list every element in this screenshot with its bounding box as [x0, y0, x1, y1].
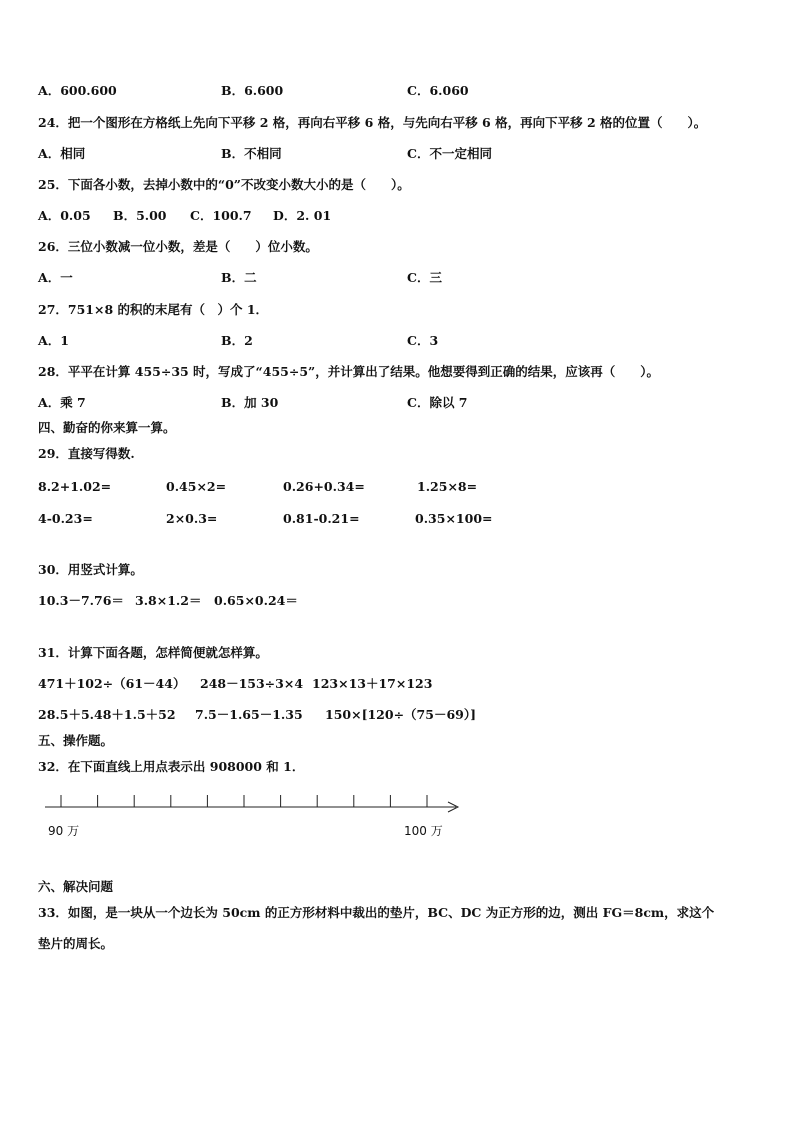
- number-line: [40, 790, 470, 822]
- q25-option-a: A．0.05: [38, 208, 91, 223]
- q29-item: 2×0.3=: [166, 511, 218, 526]
- number-line-ticks: [61, 795, 427, 807]
- q28-question: 28．平平在计算 455÷35 时，写成了“455÷5”，并计算出了结果。他想要得到正确的结果，应该再（ ）。: [38, 364, 659, 379]
- q31-item: 471＋102÷（61－44）: [38, 676, 186, 691]
- q26-option-a: A．一: [38, 270, 73, 285]
- q27-option-a: A．1: [38, 333, 69, 348]
- q25-option-b: B．5.00: [113, 208, 167, 223]
- q31-item: 7.5－1.65－1.35: [195, 707, 303, 722]
- q24-option-a: A．相同: [38, 146, 86, 161]
- section-6-heading: 六、解决问题: [38, 879, 114, 894]
- q29-item: 0.81-0.21=: [283, 511, 360, 526]
- q30-item: 10.3－7.76＝: [38, 593, 124, 608]
- section-5-heading: 五、操作题。: [38, 733, 114, 748]
- q29-item: 8.2+1.02=: [38, 479, 112, 494]
- q29-item: 0.45×2=: [166, 479, 227, 494]
- q31-question: 31．计算下面各题，怎样简便就怎样算。: [38, 645, 268, 660]
- q24-option-b: B．不相同: [221, 146, 282, 161]
- q29-item: 1.25×8=: [417, 479, 478, 494]
- q24-question: 24．把一个图形在方格纸上先向下平移 2 格，再向右平移 6 格，与先向右平移 6 格，再向下平移 2 格的位置（ ）。: [38, 115, 707, 130]
- q25-option-c: C．100.7: [190, 208, 252, 223]
- q29-item: 4-0.23=: [38, 511, 93, 526]
- q26-option-b: B．二: [221, 270, 257, 285]
- q29-item: 0.35×100=: [415, 511, 493, 526]
- q25-question: 25．下面各小数，去掉小数中的“0”不改变小数大小的是（ ）。: [38, 177, 410, 192]
- q27-question: 27．751×8 的积的末尾有（ ）个 1．: [38, 302, 269, 317]
- number-line-label-start: 90 万: [48, 824, 80, 838]
- q29-item: 0.26+0.34=: [283, 479, 365, 494]
- q24-option-c: C．不一定相同: [407, 146, 492, 161]
- q32-question: 32．在下面直线上用点表示出 908000 和 1．: [38, 759, 305, 774]
- q31-item: 248－153÷3×4: [200, 676, 304, 691]
- q28-option-c: C．除以 7: [407, 395, 468, 410]
- q28-option-b: B．加 30: [221, 395, 279, 410]
- q29-question: 29．直接写得数.: [38, 446, 135, 461]
- q31-item: 28.5＋5.48＋1.5＋52: [38, 707, 176, 722]
- section-4-heading: 四、勤奋的你来算一算。: [38, 420, 176, 435]
- q23-option-b: B．6.600: [221, 83, 284, 98]
- q26-option-c: C．三: [407, 270, 442, 285]
- q31-item: 150×[120÷（75－69）]: [325, 707, 477, 722]
- q27-option-c: C．3: [407, 333, 439, 348]
- number-line-label-end: 100 万: [404, 824, 443, 838]
- q25-option-d: D．2. 01: [273, 208, 332, 223]
- q31-item: 123×13＋17×123: [312, 676, 433, 691]
- q28-option-a: A．乘 7: [38, 395, 86, 410]
- q23-option-c: C．6.060: [407, 83, 469, 98]
- q33-question-line2: 垫片的周长。: [38, 936, 114, 951]
- q23-option-a: A．600.600: [38, 83, 117, 98]
- q30-question: 30．用竖式计算。: [38, 562, 143, 577]
- q30-item: 0.65×0.24＝: [214, 593, 298, 608]
- q33-question-line1: 33．如图，是一块从一个边长为 50cm 的正方形材料中裁出的垫片，BC、DC 为正方形的边，测出 FG＝8cm，求这个: [38, 905, 715, 920]
- q26-question: 26．三位小数减一位小数，差是（ ）位小数。: [38, 239, 318, 254]
- q30-item: 3.8×1.2＝: [135, 593, 202, 608]
- q27-option-b: B．2: [221, 333, 253, 348]
